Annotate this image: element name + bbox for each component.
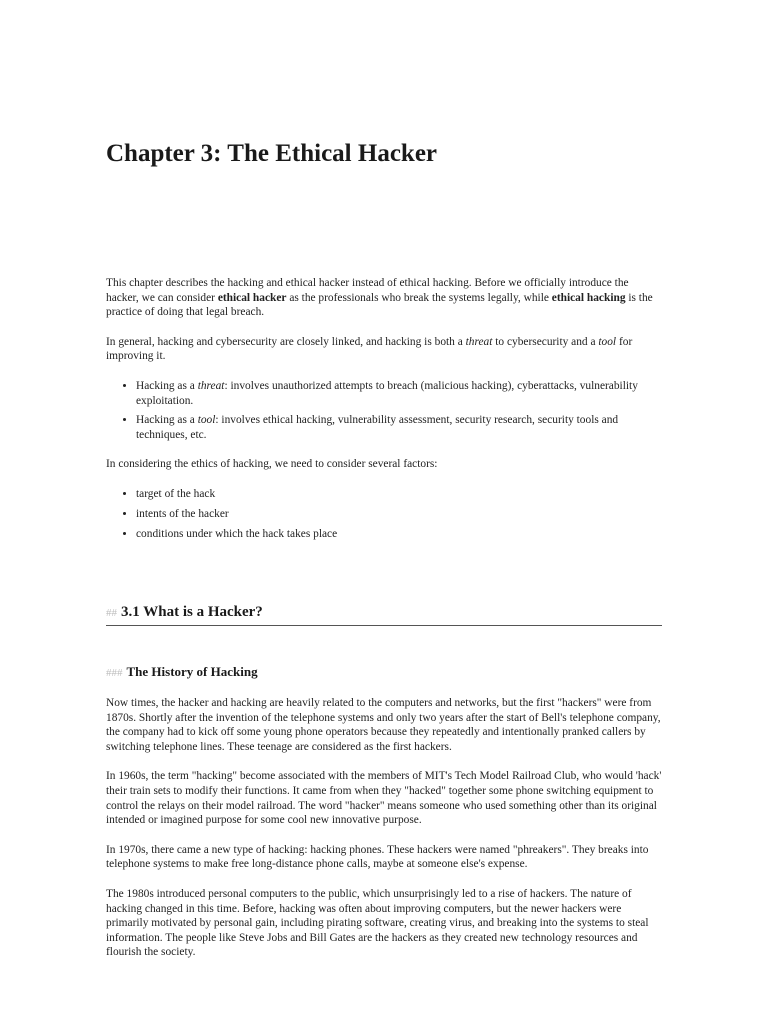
list-item: • target of the hack bbox=[136, 487, 662, 502]
text-run: Hacking as a bbox=[136, 414, 198, 427]
list-item bbox=[136, 413, 662, 442]
text-run: is the practice of doing that legal breach. bbox=[106, 291, 653, 319]
subsection-heading bbox=[106, 664, 258, 680]
text-run: In general, hacking and cybersecurity are closely linked, and hacking is both a bbox=[106, 335, 466, 348]
section-title: 3.1 What is a Hacker? bbox=[121, 604, 263, 620]
text-run: : involves ethical hacking, vulnerability assessment, security research, security tools and techniques, etc. bbox=[136, 414, 619, 441]
italic-term-threat: threat bbox=[465, 335, 493, 348]
history-paragraph: Now times, the hacker and hacking are heavily related to the computers and networks, but the first "hackers" were from 1870s. Shortly after the invention of the telephone systems and only two years after the start of Bell's telephone company, the company had to kick off some young phone operators because they repeatedly and intentionally pranked callers by switching telephone lines. These teenage are considered as the first hackers. bbox=[106, 697, 661, 753]
ethics-factors-list bbox=[106, 487, 662, 541]
history-paragraph: The 1980s introduced personal computers to the public, which unsurprisingly led to a rise of hackers. The nature of hacking changed in this time. Before, hacking was often about improving computers, but the newer hackers were primarily motivated by personal gain, including pirating software, creating virus, and breaking into the systems to steal information. The people like Steve Jobs and Bill Gates are the hackers as they created new technology resources and flourish the society. bbox=[106, 887, 649, 959]
intro-paragraph-3: In considering the ethics of hacking, we need to consider several factors: bbox=[106, 458, 438, 471]
intro-paragraph-1 bbox=[106, 276, 662, 320]
heading-marker: ## bbox=[106, 607, 117, 619]
history-paragraph: In 1960s, the term "hacking" become associated with the members of MIT's Tech Model Railroad Club, who would 'hack' their train sets to modify their functions. It came from when they "hacked" together some phone switching equipment to control the relays on their model railroad. The word "hacker" means someone who used something other than its original intended or imagined purpose for some cool new innovative purpose. bbox=[106, 770, 662, 827]
text-run: as the professionals who break the systems legally, while bbox=[286, 291, 552, 304]
history-paragraph: In 1970s, there came a new type of hacking: hacking phones. These hackers were named "phreakers". They breaks into telephone systems to make free long-distance phone calls, maybe at someone else's expense. bbox=[106, 843, 649, 871]
bold-term-ethical-hacking: ethical hacking bbox=[551, 291, 626, 304]
text-run: Hacking as a bbox=[136, 379, 198, 392]
section-heading bbox=[106, 604, 662, 626]
list-item: • conditions under which the hack takes place bbox=[136, 527, 662, 542]
hacking-roles-list bbox=[106, 379, 662, 442]
bold-term-ethical-hacker: ethical hacker bbox=[217, 291, 287, 304]
italic-term: tool bbox=[197, 414, 216, 427]
intro-paragraph-2 bbox=[106, 335, 662, 364]
italic-term: threat bbox=[197, 379, 225, 392]
list-item bbox=[136, 379, 662, 408]
subsection-title: The History of Hacking bbox=[126, 664, 258, 679]
text-run: This chapter describes the hacking and ethical hacker instead of ethical hacking. Before we officially introduce the hacker, we can consider bbox=[106, 277, 629, 304]
list-item: • intents of the hacker bbox=[136, 507, 662, 522]
text-run: to cybersecurity and a bbox=[492, 335, 599, 348]
text-run: : involves unauthorized attempts to breach (malicious hacking), cyberattacks, vulnerability exploitation. bbox=[136, 379, 638, 407]
italic-term-tool: tool bbox=[598, 335, 617, 348]
history-section bbox=[106, 696, 662, 975]
chapter-title: Chapter 3: The Ethical Hacker bbox=[106, 140, 438, 167]
text-run: for improving it. bbox=[106, 335, 633, 363]
heading-marker: ### bbox=[106, 667, 123, 679]
intro-section bbox=[106, 276, 662, 556]
